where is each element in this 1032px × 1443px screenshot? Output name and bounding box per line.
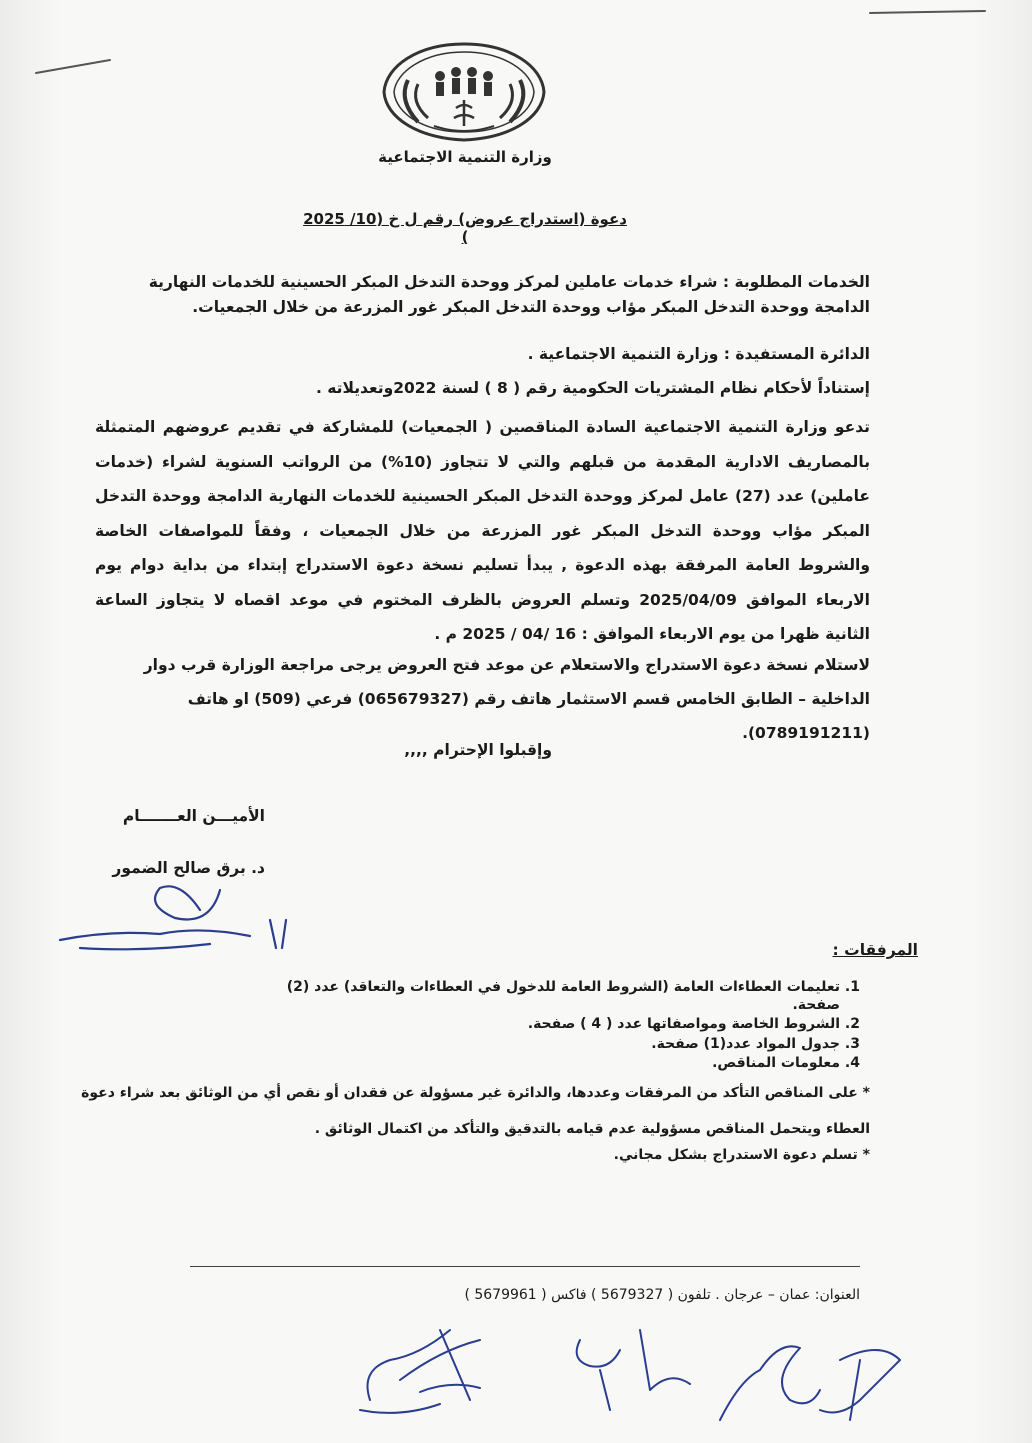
ministry-name: وزارة التنمية الاجتماعية bbox=[378, 148, 552, 166]
required-services: الخدمات المطلوبة : شراء خدمات عاملين لمركز ووحدة التدخل المبكر الحسينية للخدمات النهارية الدامجة ووحدة التدخل المبكر مؤاب ووحدة التدخل المبكر غور المزرعة من خلال الجمعيات. bbox=[148, 273, 870, 316]
signatory-name: د. برق صالح الضمور bbox=[112, 859, 265, 877]
bullet-icon: * bbox=[857, 1085, 870, 1101]
attachment-item: 2. الشروط الخاصة ومواصفاتها عدد ( 4 ) صفحة. bbox=[280, 1015, 840, 1033]
note-attachments-responsibility: * على المناقص التأكد من المرفقات وعددها، والدائرة غير مسؤولة عن فقدان أو نقص أي من الوثائق بعد شراء دعوة العطاء ويتحمل المناقص مسؤولية عدم قيامه بالتدقيق والتأكد من اكتمال الوثائق . bbox=[81, 1085, 870, 1137]
ministry-logo-emblem bbox=[378, 40, 550, 144]
closing-phrase: وإقبلوا الإحترام ,,,, bbox=[404, 741, 552, 759]
invitation-paragraph: تدعو وزارة التنمية الاجتماعية السادة المناقصين ( الجمعيات) للمشاركة في تقديم عروضهم المتمثلة بالمصاريف الادارية المقدمة من قبلهم والتي لا تتجاوز (10%) من الرواتب السنوية لشراء (خدمات عاملين) عدد (27) عامل لمركز ووحدة التدخل المبكر الحسينية للخدمات النهارية الدامجة ووحدة التدخل المبكر مؤاب ووحدة التدخل المبكر غور المزرعة من خلال الجمعيات ، وفقاً للمواصفات الخاصة والشروط العامة المرفقة بهذه الدعوة , يبدأ تسليم نسخة دعوة الاستدراج إبتداء من بداية دوام يوم الاربعاء الموافق 2025/04/09 وتسلم العروض بالظرف المختوم في موعد اقصاه لا يتجاوز الساعة الثانية ظهرا من يوم الاربعاء الموافق : 16 /04 / 2025 م . bbox=[95, 418, 871, 643]
attachments-list bbox=[280, 978, 860, 1073]
attachment-item: 3. جدول المواد عدد(1) صفحة. bbox=[280, 1035, 840, 1053]
attachment-item: 4. معلومات المناقص. bbox=[280, 1054, 840, 1072]
handwritten-signature bbox=[50, 860, 290, 970]
footer-divider bbox=[190, 1266, 860, 1267]
document-title: دعوة (استدراج عروض) رقم ل خ (10/ 2025 ) bbox=[303, 210, 627, 246]
beneficiary-department: الدائرة المستفيدة : وزارة التنمية الاجتماعية . bbox=[527, 345, 870, 363]
legal-basis: إستناداً لأحكام نظام المشتريات الحكومية رقم ( 8 ) لسنة 2022وتعديلاته . bbox=[315, 379, 870, 397]
handwritten-initials bbox=[340, 1300, 930, 1440]
signatory-position: الأميـــن العـــــــام bbox=[122, 807, 265, 825]
attachment-item: 1. تعليمات العطاءات العامة (الشروط العامة للدخول في العطاءات والتعاقد) عدد (2) صفحة. bbox=[280, 978, 840, 1014]
attachments-heading: المرفقات : bbox=[832, 941, 918, 959]
contact-paragraph: لاستلام نسخة دعوة الاستدراج والاستعلام عن موعد فتح العروض يرجى مراجعة الوزارة قرب دوار الداخلية – الطابق الخامس قسم الاستثمار هاتف رقم (065679327) فرعي (509) او هاتف (0789191211). bbox=[143, 656, 870, 742]
bullet-icon: * bbox=[857, 1147, 870, 1163]
note-free-invitation: * تسلم دعوة الاستدراج بشكل مجاني. bbox=[613, 1147, 870, 1163]
footer-address: العنوان: عمان – عرجان . تلفون ( 5679327 ) فاكس ( 5679961 ) bbox=[464, 1287, 860, 1303]
